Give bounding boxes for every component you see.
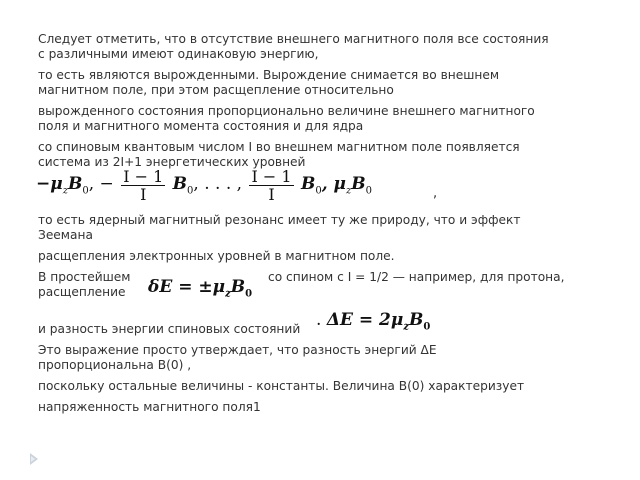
fraction-2: $\frac{I - 1}{I}$ [251, 167, 292, 204]
text-line-8: система из 2I+1 энергетических уровней [38, 155, 306, 169]
formula-delta-small: $\delta E = \pm\mu_zB_0$ [148, 277, 253, 300]
text-line-9: то есть ядерный магнитный резонанс имеет ту же природу, что и эффект [38, 213, 521, 227]
text-line-11: расщепления электронных уровней в магнитном поле. [38, 249, 395, 263]
text-line-1: Следует отметить, что в отсутствие внешнего магнитного поля все состояния [38, 32, 549, 46]
bullet-arrow-icon [30, 453, 38, 465]
text-line-14: расщепление [38, 285, 126, 299]
trailing-comma: , [433, 186, 438, 201]
text-line-4: магнитном поле, при этом расщепление относительно [38, 83, 394, 97]
text-line-18: поскольку остальные величины - константы. Величина B(0) характеризует [38, 379, 525, 393]
fraction-1: $\frac{I - 1}{I}$ [123, 167, 164, 204]
text-line-3: то есть являются вырожденными. Вырождение снимается во внешнем [38, 68, 500, 82]
formula-trailing-dot: . [316, 310, 322, 330]
text-line-10: Зеемана [38, 228, 93, 242]
formula-energy-levels: $-\mu_zB_0$, − $\frac{I - 1}{I}$ $B_0$, . . . , $\frac{I - 1}{I}$ $B_0$, $\mu_zB_0$ [36, 167, 373, 204]
text-line-16: Это выражение просто утверждает, что разность энергий ΔE [38, 343, 437, 357]
text-line-2: с различными имеют одинаковую энергию, [38, 47, 319, 61]
formula-delta-big: . $\Delta E = 2\mu_zB_0$ [316, 310, 431, 333]
text-line-13: со спином с I = 1/2 — например, для протона, [268, 270, 565, 284]
text-line-17: пропорциональна B(0) , [38, 358, 192, 372]
text-line-5: вырожденного состояния пропорционально величине внешнего магнитного [38, 104, 535, 118]
text-line-6: поля и магнитного момента состояния и для ядра [38, 119, 364, 133]
text-line-19: напряженность магнитного поля1 [38, 400, 261, 414]
text-line-7: со спиновым квантовым числом I во внешнем магнитном поле появляется [38, 140, 520, 154]
text-line-15: и разность энергии спиновых состояний [38, 322, 301, 336]
text-line-12: В простейшем [38, 270, 131, 284]
